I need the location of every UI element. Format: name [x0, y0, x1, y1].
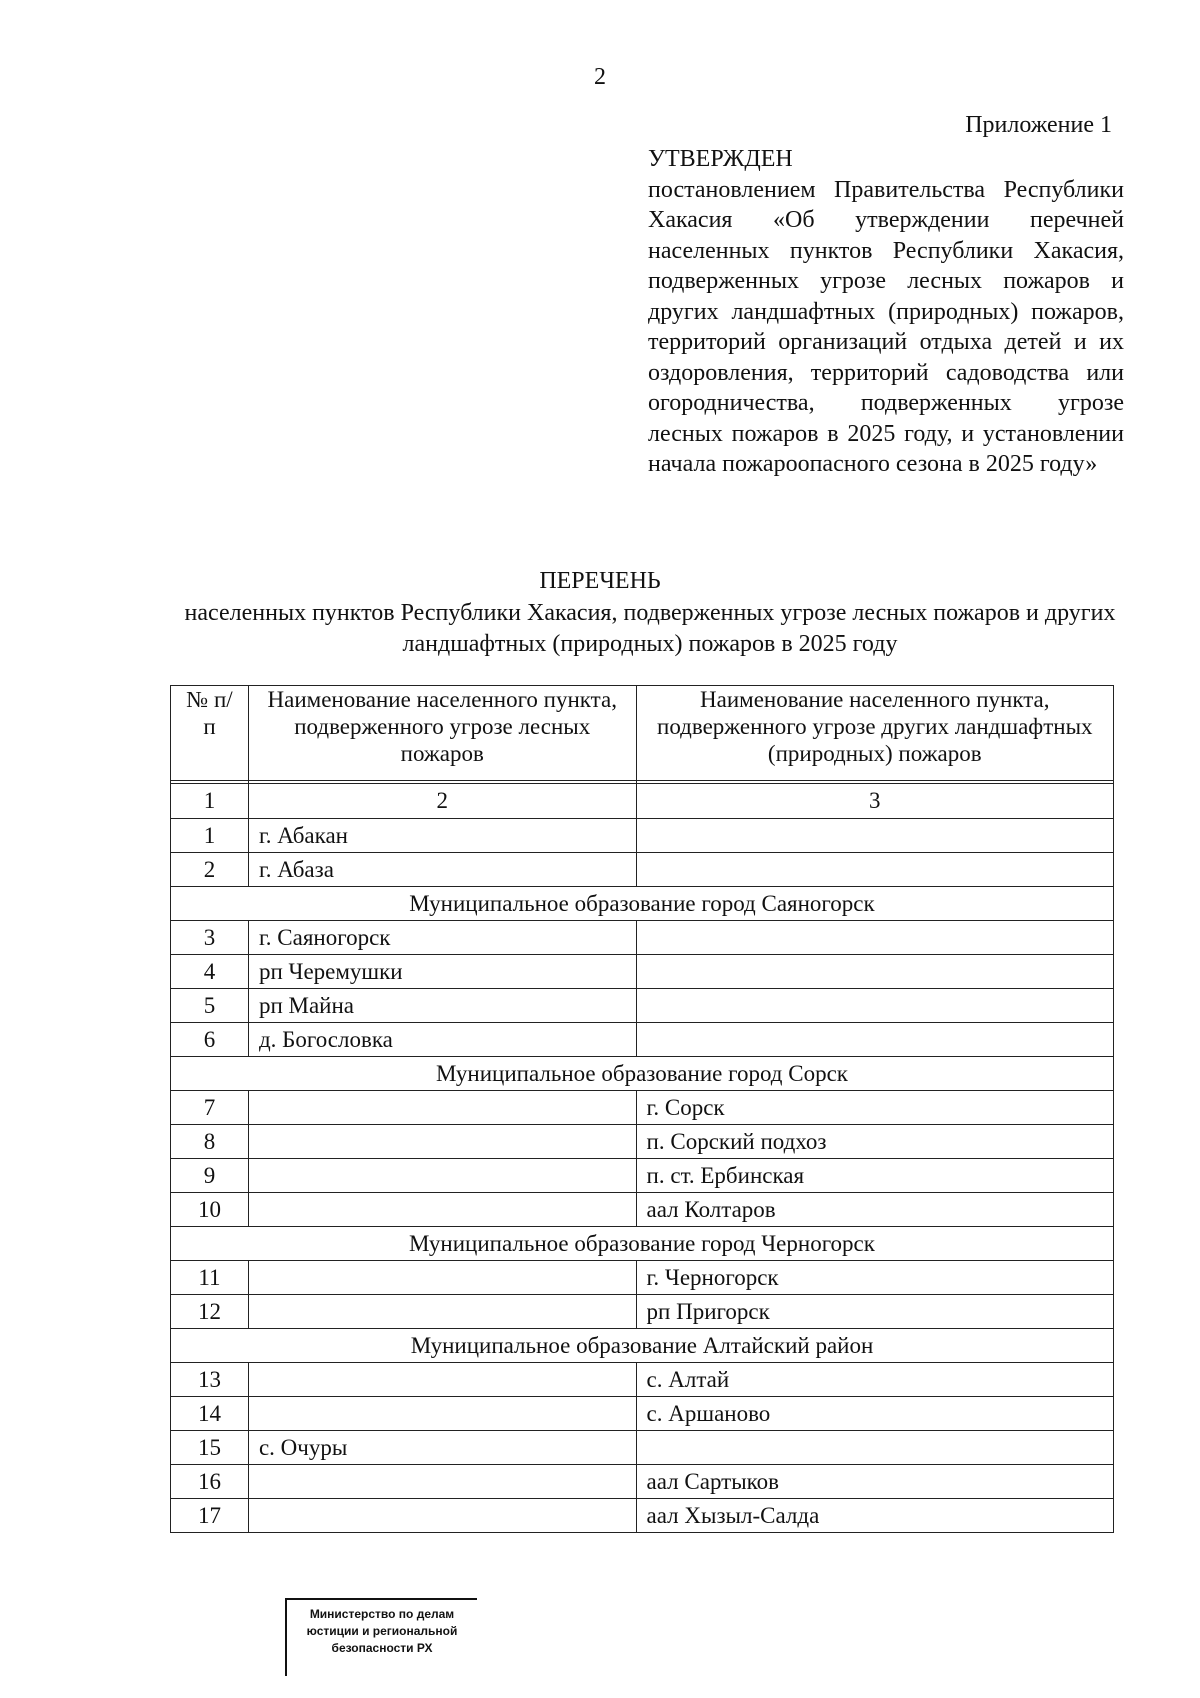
- forest-fire-settlement: [248, 1125, 636, 1159]
- landscape-fire-settlement: с. Алтай: [636, 1363, 1113, 1397]
- forest-fire-settlement: г. Абаза: [248, 853, 636, 887]
- table-row: [171, 1431, 1114, 1465]
- table-row: [171, 1023, 1114, 1057]
- approval-text: постановлением Правительства Республики Хакасия «Об утверждении перечней населенных пунктов Республики Хакасия, подверженных угрозе лесных пожаров и других ландшафтных (природных) пожаров, территорий организаций отдыха детей и их оздоровления, территорий садоводства или огородничества, подверженных угрозе лесных пожаров в 2025 году, и установлении начала пожароопасного сезона в 2025 году»: [648, 176, 1124, 477]
- table-row: [171, 955, 1114, 989]
- row-number: 12: [171, 1295, 249, 1329]
- table-row: [171, 1125, 1114, 1159]
- landscape-fire-settlement: п. ст. Ербинская: [636, 1159, 1113, 1193]
- appendix-label: Приложение 1: [965, 112, 1112, 138]
- row-number: 4: [171, 955, 249, 989]
- section-row: [171, 887, 1114, 921]
- forest-fire-settlement: рп Майна: [248, 989, 636, 1023]
- forest-fire-settlement: д. Богословка: [248, 1023, 636, 1057]
- forest-fire-settlement: [248, 1397, 636, 1431]
- row-number: 2: [171, 853, 249, 887]
- ministry-stamp: [285, 1598, 477, 1676]
- row-number: 9: [171, 1159, 249, 1193]
- landscape-fire-settlement: [636, 989, 1113, 1023]
- table-row: [171, 1159, 1114, 1193]
- landscape-fire-settlement: [636, 853, 1113, 887]
- landscape-fire-settlement: г. Сорск: [636, 1091, 1113, 1125]
- page-number: 2: [594, 64, 606, 90]
- row-number: 17: [171, 1499, 249, 1533]
- row-number: 16: [171, 1465, 249, 1499]
- table-row: [171, 989, 1114, 1023]
- landscape-fire-settlement: [636, 1431, 1113, 1465]
- row-number: 1: [171, 819, 249, 853]
- stamp-line: Министерство по делам: [309, 1607, 455, 1621]
- forest-fire-settlement: [248, 1363, 636, 1397]
- section-title: Муниципальное образование город Сорск: [171, 1057, 1114, 1091]
- forest-fire-settlement: [248, 1091, 636, 1125]
- approval-block: [648, 144, 1124, 480]
- landscape-fire-settlement: [636, 921, 1113, 955]
- row-number: 3: [171, 921, 249, 955]
- table-row: [171, 1465, 1114, 1499]
- forest-fire-settlement: [248, 1465, 636, 1499]
- stamp-line: безопасности РХ: [331, 1641, 433, 1655]
- column-index-row: [171, 784, 1114, 819]
- table-row: [171, 853, 1114, 887]
- forest-fire-settlement: [248, 1193, 636, 1227]
- row-number: 11: [171, 1261, 249, 1295]
- list-subtitle: населенных пунктов Республики Хакасия, подверженных угрозе лесных пожаров и других ландшафтных (природных) пожаров в 2025 году: [184, 600, 1116, 657]
- row-number: 6: [171, 1023, 249, 1057]
- table-row: [171, 819, 1114, 853]
- header-number: № п/п: [171, 686, 249, 781]
- table-row: [171, 1363, 1114, 1397]
- section-row: [171, 1227, 1114, 1261]
- row-number: 10: [171, 1193, 249, 1227]
- forest-fire-settlement: [248, 1499, 636, 1533]
- landscape-fire-settlement: рп Пригорск: [636, 1295, 1113, 1329]
- landscape-fire-settlement: аал Колтаров: [636, 1193, 1113, 1227]
- section-row: [171, 1329, 1114, 1363]
- table-row: [171, 1193, 1114, 1227]
- landscape-fire-settlement: [636, 819, 1113, 853]
- forest-fire-settlement: г. Саяногорск: [248, 921, 636, 955]
- table-row: [171, 1295, 1114, 1329]
- table-body: [171, 819, 1114, 1533]
- section-title: Муниципальное образование город Саяногорск: [171, 887, 1114, 921]
- forest-fire-settlement: с. Очуры: [248, 1431, 636, 1465]
- row-number: 13: [171, 1363, 249, 1397]
- list-heading: ПЕРЕЧЕНЬ: [539, 568, 661, 594]
- landscape-fire-settlement: [636, 955, 1113, 989]
- landscape-fire-settlement: с. Аршаново: [636, 1397, 1113, 1431]
- header-landscape-fire: Наименование населенного пункта, подверженного угрозе других ландшафтных (природных) пожаров: [636, 686, 1113, 781]
- table-row: [171, 921, 1114, 955]
- forest-fire-settlement: [248, 1261, 636, 1295]
- table-row: [171, 1091, 1114, 1125]
- forest-fire-settlement: [248, 1295, 636, 1329]
- column-index: 1: [171, 784, 249, 819]
- landscape-fire-settlement: п. Сорский подхоз: [636, 1125, 1113, 1159]
- landscape-fire-settlement: аал Сартыков: [636, 1465, 1113, 1499]
- table-header-row: [171, 686, 1114, 781]
- table-row: [171, 1397, 1114, 1431]
- forest-fire-settlement: [248, 1159, 636, 1193]
- landscape-fire-settlement: г. Черногорск: [636, 1261, 1113, 1295]
- forest-fire-settlement: рп Черемушки: [248, 955, 636, 989]
- section-title: Муниципальное образование Алтайский район: [171, 1329, 1114, 1363]
- row-number: 7: [171, 1091, 249, 1125]
- stamp-line: юстиции и региональной: [306, 1624, 458, 1638]
- row-number: 8: [171, 1125, 249, 1159]
- header-forest-fire: Наименование населенного пункта, подверженного угрозе лесных пожаров: [248, 686, 636, 781]
- section-row: [171, 1057, 1114, 1091]
- approval-title: УТВЕРЖДЕН: [648, 146, 793, 172]
- landscape-fire-settlement: аал Хызыл-Салда: [636, 1499, 1113, 1533]
- row-number: 15: [171, 1431, 249, 1465]
- forest-fire-settlement: г. Абакан: [248, 819, 636, 853]
- row-number: 5: [171, 989, 249, 1023]
- settlements-table: [170, 685, 1114, 1533]
- table-row: [171, 1499, 1114, 1533]
- row-number: 14: [171, 1397, 249, 1431]
- column-index: 3: [636, 784, 1113, 819]
- section-title: Муниципальное образование город Черногорск: [171, 1227, 1114, 1261]
- table-row: [171, 1261, 1114, 1295]
- column-index: 2: [248, 784, 636, 819]
- landscape-fire-settlement: [636, 1023, 1113, 1057]
